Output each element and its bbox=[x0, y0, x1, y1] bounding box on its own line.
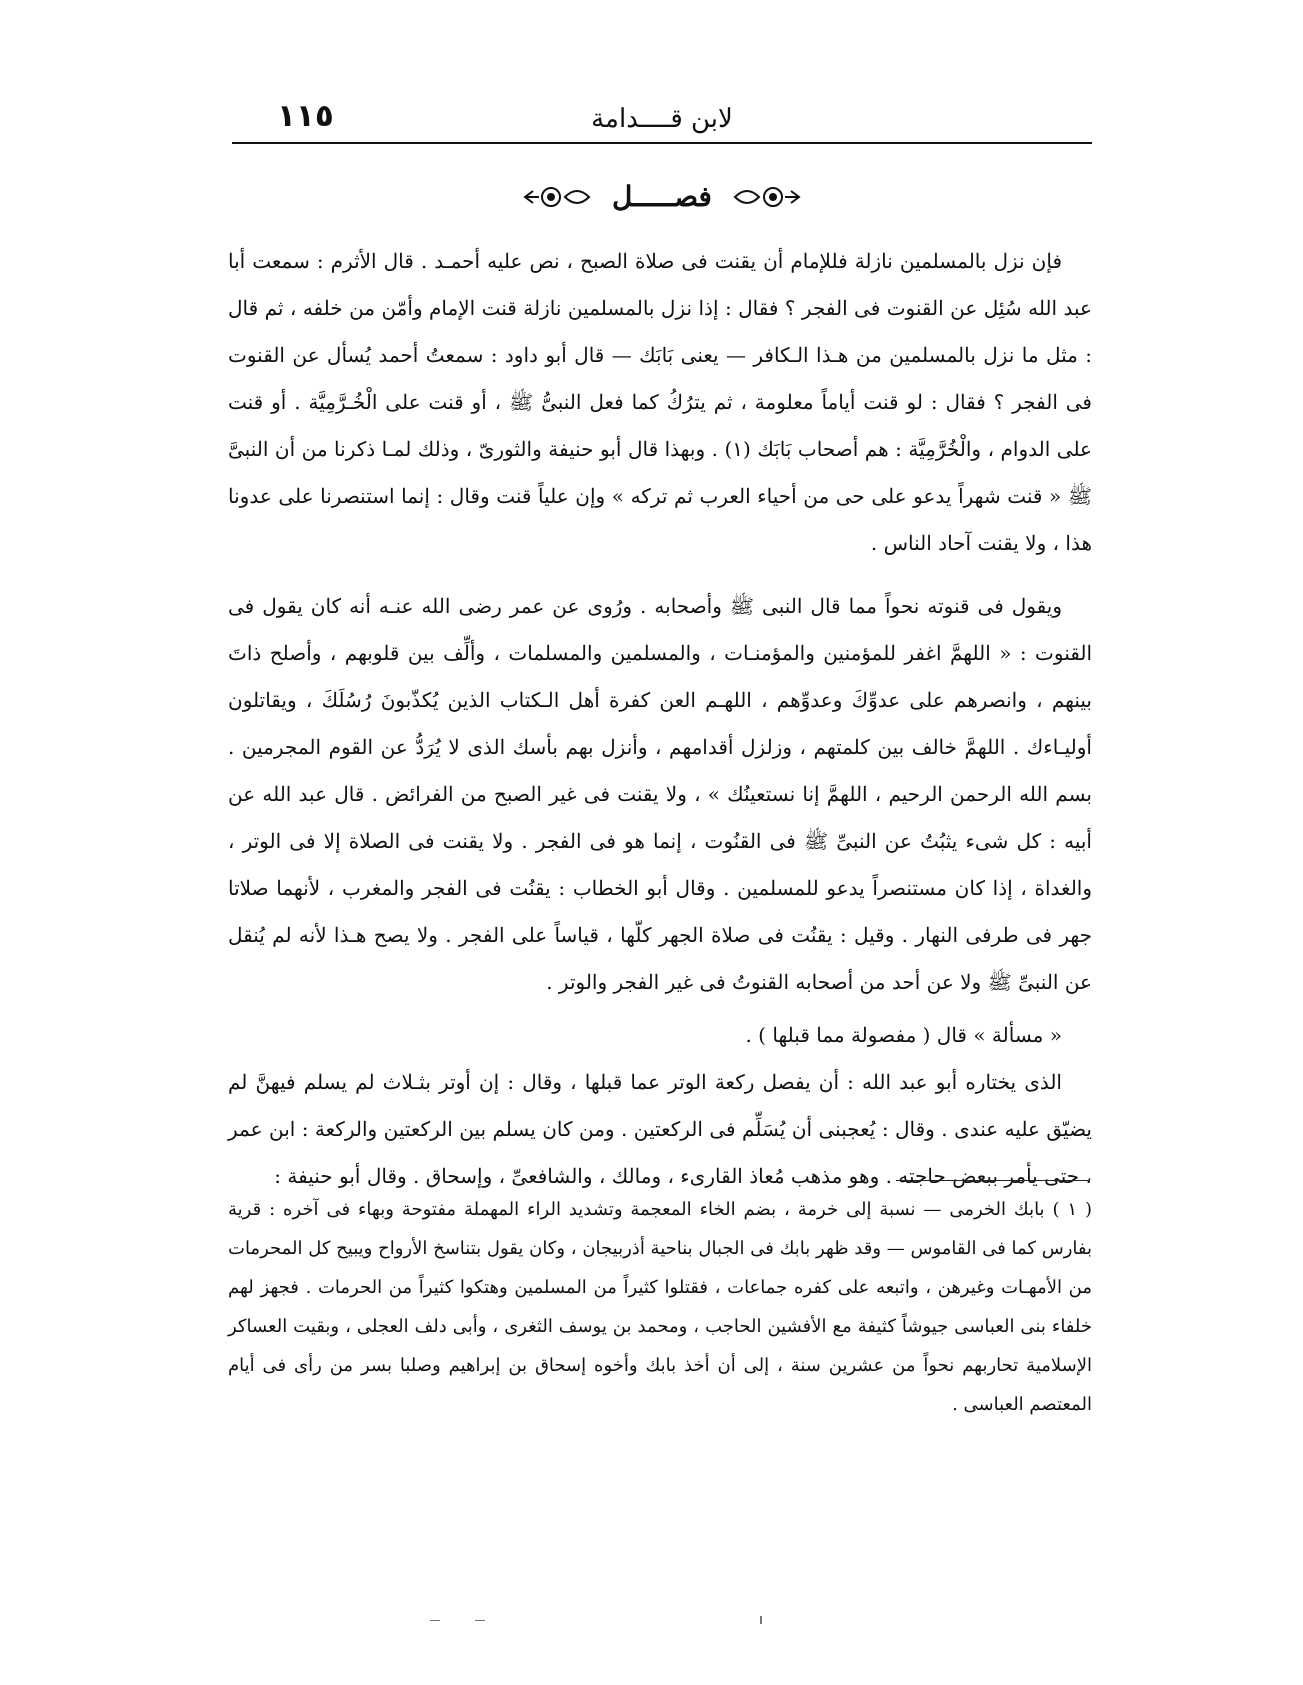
issue-heading: « مسألة » قال ( مفصولة مما قبلها ) . bbox=[745, 1023, 1062, 1047]
header-rule bbox=[232, 142, 1092, 144]
paragraph: ويقول فى قنوته نحواً مما قال النبى ﷺ وأصحابه . ورُوى عن عمر رضى الله عنـه أنه كان يقول فى القنوت : « اللهمَّ اغفر للمؤمنين والمؤمنـات ، والمسلمين والمسلمات ، وألِّف بين قلوبهم ، وأصلح ذاتَ بينهم ، وانصرهم على عدوِّكَ وعدوِّهم ، اللهـم العن كفرة أهل الـكتاب الذين يُكذّبونَ رُسُلَكَ ، ويقاتلون أوليـاءك . اللهمَّ خالف بين كلمتهم ، وزلزل أقدامهم ، وأنزل بهم بأسك الذى لا يُرَدُّ عن القوم المجرمين . بسم الله الرحمن الرحيم ، اللهمَّ إنا نستعينُك » ، ولا يقنت فى غير الصبح من الفرائض . قال عبد الله عن أبيه : كل شىء يثبُتُ عن النبىِّ ﷺ فى القنُوت ، إنما هو فى الفجر . ولا يقنت فى الصلاة إلا فى الوتر ، والغداة ، إذا كان مستنصراً يدعو للمسلمين . وقال أبو الخطاب : يقنُت فى الفجر والمغرب ، لأنهما صلاتا جهر فى طرفى النهار . وقيل : يقنُت فى صلاة الجهر كلّها ، قياساً على الفجر . ولا يصح هـذا لأنه لم يُنقل عن النبىِّ ﷺ ولا عن أحد من أصحابه القنوتُ فى غير الفجر والوتر . bbox=[228, 594, 1092, 994]
paragraph: فإن نزل بالمسلمين نازلة فللإمام أن يقنت فى صلاة الصبح ، نص عليه أحمـد . قال الأثرم : سمعت أبا عبد الله سُئِل عن القنوت فى الفجر ؟ فقال : إذا نزل بالمسلمين نازلة قنت الإمام وأمّن من خلفه ، ثم قال : مثل ما نزل بالمسلمين من هـذا الـكافر — يعنى بَابَك — قال أبو داود : سمعتُ أحمد يُسأل عن القنوت فى الفجر ؟ فقال : لو قنت أياماً معلومة ، ثم يترُكُ كما فعل النبىُّ ﷺ ، أو قنت على الْخُـرَّمِيَّة . أو قنت على الدوام ، والْخُرَّمِيَّة : هم أصحاب بَابَك (١) . وبهذا قال أبو حنيفة والثورىّ ، وذلك لمـا ذكرنا من أن النبىَّ ﷺ « قنت شهراً يدعو على حى من أحياء العرب ثم تركه » وإن علياً قنت وقال : إنما استنصرنا على عدونا هذا ، ولا يقنت آحاد الناس . bbox=[228, 249, 1092, 555]
running-title: لابن قــــدامة bbox=[591, 104, 733, 134]
main-text bbox=[228, 238, 1092, 1200]
print-mark bbox=[760, 1616, 762, 1624]
section-heading bbox=[232, 178, 1092, 228]
footnote-rule bbox=[896, 1180, 1090, 1181]
section-title: فصـــــل bbox=[612, 180, 712, 213]
print-marks bbox=[430, 1620, 550, 1624]
page-header bbox=[232, 88, 1092, 140]
ornament-right-icon bbox=[733, 181, 801, 213]
page-number: ١١٥ bbox=[277, 98, 334, 134]
footnote: ( ١ ) بابك الخرمى — نسبة إلى خرمة ، بضم الخاء المعجمة وتشديد الراء المهملة مفتوحة وبهاء فى آخره : قرية بفارس كما فى القاموس — وقد ظهر بابك فى الجبال بناحية أذربيجان ، وكان يقول بتناسخ الأرواح ويبيح كل المحرمات من الأمهـات وغيرهن ، واتبعه على كفره جماعات ، فقتلوا كثيراً من المسلمين وهتكوا كثيراً من الحرمات . فجهز لهم خلفاء بنى العباسى جيوشاً كثيفة مع الأفشين الحاجب ، ومحمد بن يوسف الثغرى ، وأبى دلف العجلى ، وبقيت العساكر الإسلامية تحاربهم نحواً من عشرين سنة ، إلى أن أخذ بابك وأخوه إسحاق بن إبراهيم وصلبا بسر من رأى فى أيام المعتصم العباسى . bbox=[228, 1199, 1093, 1415]
ornament-left-icon bbox=[523, 181, 591, 213]
paragraph: الذى يختاره أبو عبد الله : أن يفصل ركعة الوتر عما قبلها ، وقال : إن أوتر بثـلاث لم يسلم فيهنَّ لم يضيّق عليه عندى . وقال : يُعجبنى أن يُسَلِّم فى الركعتين . ومن كان يسلم بين الركعتين والركعة : ابن عمر ، حتى يأمر ببعض حاجته . وهو مذهب مُعاذ القارىء ، ومالك ، والشافعىِّ ، وإسحاق . وقال أبو حنيفة : bbox=[228, 1070, 1092, 1188]
